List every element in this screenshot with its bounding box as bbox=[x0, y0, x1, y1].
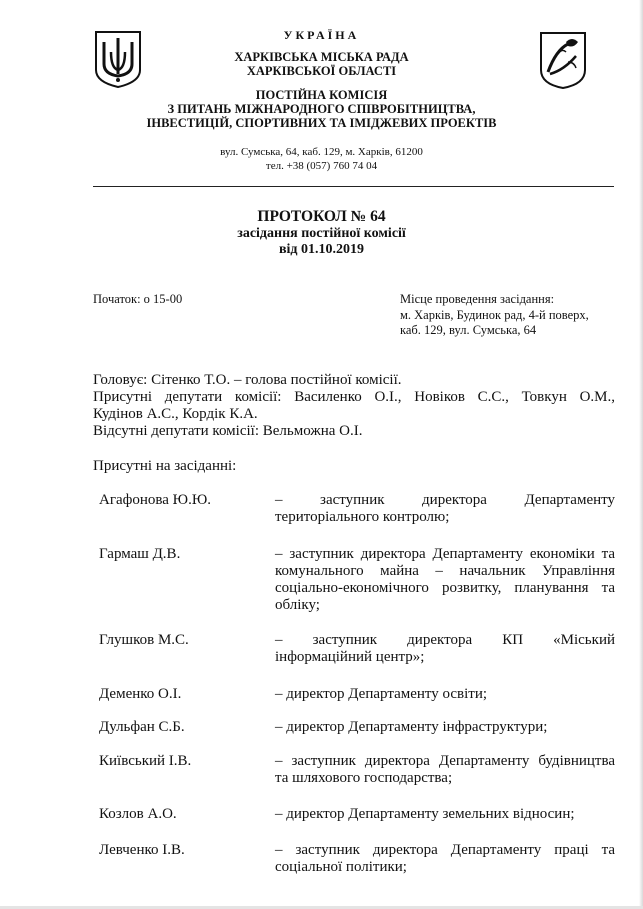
absent-deputies-line: Відсутні депутати комісії: Вельможна О.І. bbox=[93, 423, 363, 439]
participant-role-line: інформаційний центр»; bbox=[275, 649, 425, 665]
participant-name: Глушков М.С. bbox=[99, 632, 189, 648]
participant-role bbox=[275, 842, 615, 876]
participant-role-line: соціальної політики; bbox=[275, 859, 407, 875]
participant-role-line: – директор Департаменту земельних відносин; bbox=[275, 806, 575, 822]
header-country: УКРАЇНА bbox=[283, 28, 360, 42]
participant-name: Гармаш Д.В. bbox=[99, 546, 181, 562]
present-deputies-line: Присутні депутати комісії: Василенко О.І., Новіков С.С., Товкун О.М., bbox=[93, 389, 615, 405]
meeting-place-line: м. Харків, Будинок рад, 4-й поверх, bbox=[400, 307, 589, 322]
participant-role bbox=[275, 492, 615, 526]
participant-role-line: комунального майна – начальник Управління bbox=[275, 563, 615, 579]
participant-role-line: обліку; bbox=[275, 597, 320, 613]
attendance-block bbox=[93, 372, 615, 440]
participant-role bbox=[275, 719, 615, 736]
phone-line: тел. +38 (057) 760 74 04 bbox=[265, 160, 378, 172]
participant-role bbox=[275, 686, 615, 703]
address-line: вул. Сумська, 64, каб. 129, м. Харків, 61200 bbox=[220, 146, 423, 158]
protocol-date: від 01.10.2019 bbox=[278, 242, 365, 257]
header-address bbox=[0, 145, 643, 173]
protocol-heading bbox=[0, 208, 643, 258]
header-divider bbox=[93, 186, 614, 187]
participant-role-line: – заступник директора Департаменту праці та bbox=[275, 842, 615, 858]
participant-role-line: соціально-економічного розвитку, планування та bbox=[275, 580, 615, 596]
header-council-line: ХАРКІВСЬКА МІСЬКА РАДА bbox=[234, 50, 409, 64]
protocol-subtitle: засідання постійної комісії bbox=[237, 226, 406, 241]
participant-role bbox=[275, 753, 615, 787]
participant-role bbox=[275, 546, 615, 614]
header-commission bbox=[0, 88, 643, 130]
participant-name: Левченко І.В. bbox=[99, 842, 185, 858]
participant-name: Київський І.В. bbox=[99, 753, 192, 769]
header-commission-line: ПОСТІЙНА КОМІСІЯ bbox=[255, 88, 388, 102]
participant-name: Деменко О.І. bbox=[99, 686, 182, 702]
meeting-start: Початок: о 15-00 bbox=[93, 292, 183, 306]
participant-role-line: – директор Департаменту освіти; bbox=[275, 686, 488, 702]
participant-name: Дульфан С.Б. bbox=[99, 719, 185, 735]
participant-role bbox=[275, 806, 615, 823]
participant-role-line: – директор Департаменту інфраструктури; bbox=[275, 719, 548, 735]
chair-line: Головує: Сітенко Т.О. – голова постійної комісії. bbox=[93, 372, 402, 388]
protocol-title: ПРОТОКОЛ № 64 bbox=[257, 208, 386, 225]
meeting-place bbox=[400, 292, 615, 339]
present-deputies-line: Кудінов А.С., Кордік К.А. bbox=[93, 406, 258, 422]
participant-role-line: та шляхового господарства; bbox=[275, 770, 453, 786]
page-edge-shadow bbox=[639, 0, 643, 909]
participant-name: Козлов А.О. bbox=[99, 806, 177, 822]
present-label: Присутні на засіданні: bbox=[93, 458, 237, 474]
header-commission-line: З ПИТАНЬ МІЖНАРОДНОГО СПІВРОБІТНИЦТВА, bbox=[167, 102, 476, 116]
meeting-place-line: каб. 129, вул. Сумська, 64 bbox=[400, 323, 537, 337]
meeting-place-line: Місце проведення засідання: bbox=[400, 292, 555, 306]
header-council-line: ХАРКІВСЬКОЇ ОБЛАСТІ bbox=[246, 64, 397, 78]
participant-role-line: територіального контролю; bbox=[275, 509, 450, 525]
participant-name: Агафонова Ю.Ю. bbox=[99, 492, 212, 508]
header-council bbox=[0, 50, 643, 78]
participant-role-line: – заступник директора Департаменту економіки та bbox=[275, 546, 615, 562]
participant-role-line: – заступник директора Департаменту bbox=[275, 492, 615, 508]
participant-role bbox=[275, 632, 615, 666]
header-commission-line: ІНВЕСТИЦІЙ, СПОРТИВНИХ ТА ІМІДЖЕВИХ ПРОЕКТІВ bbox=[146, 116, 497, 130]
participant-role-line: – заступник директора Департаменту будівництва bbox=[275, 753, 615, 769]
participant-role-line: – заступник директора КП «Міський bbox=[275, 632, 615, 648]
